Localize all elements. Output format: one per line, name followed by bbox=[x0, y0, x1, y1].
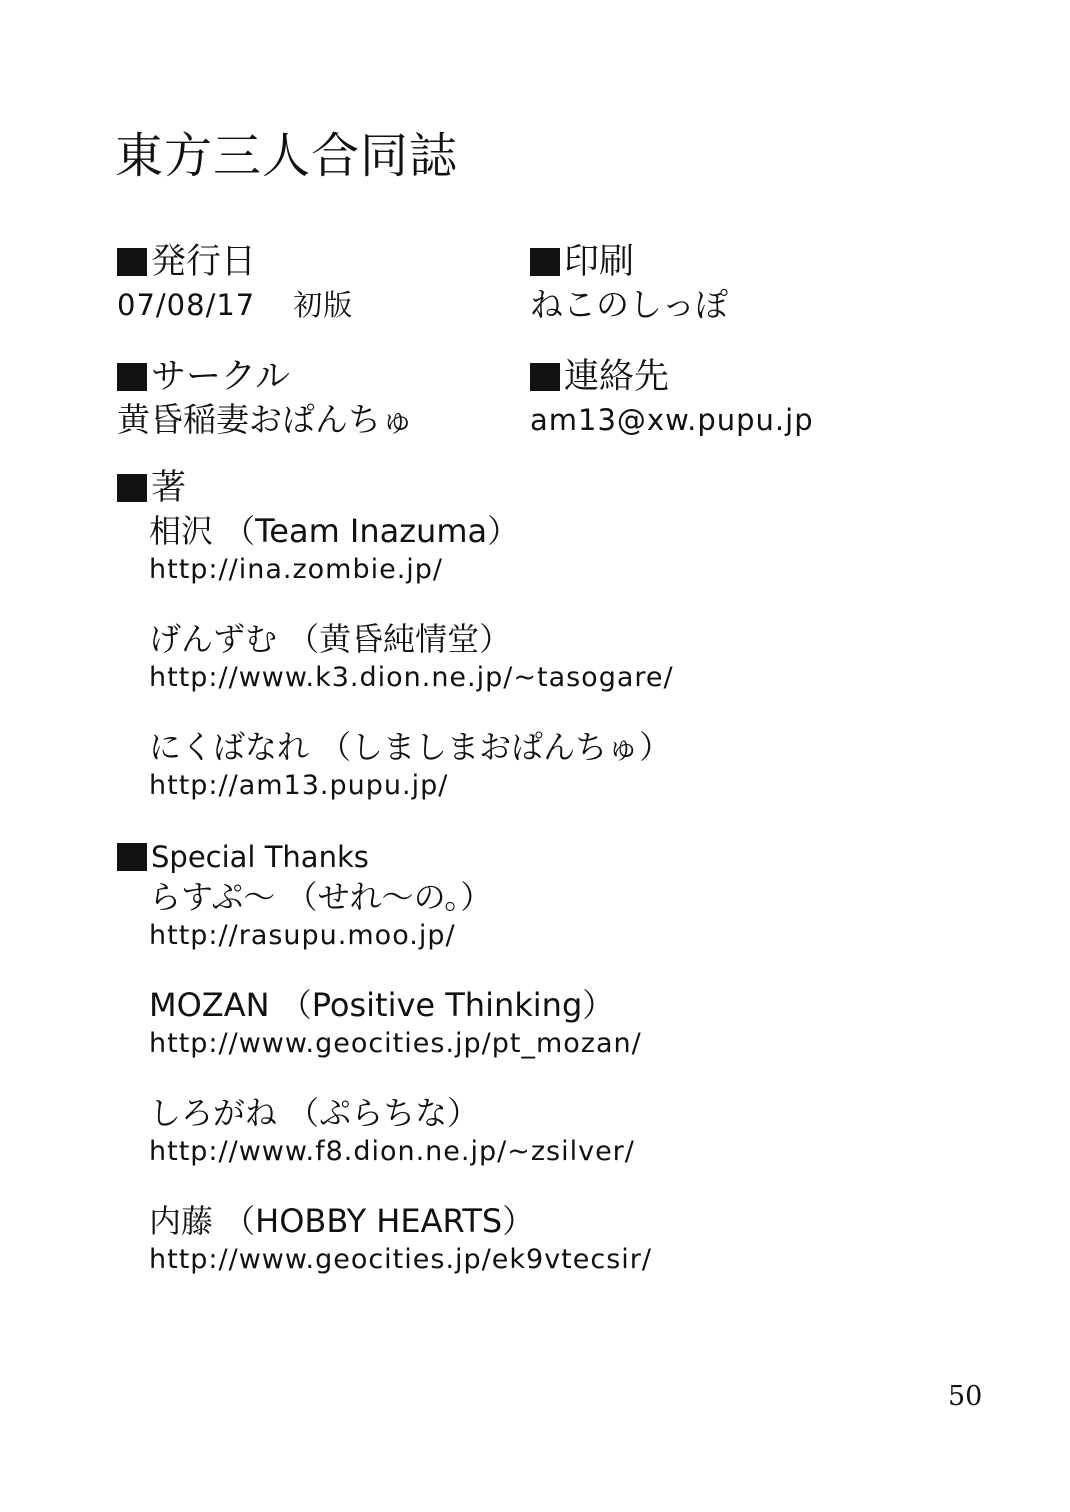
author-url: http://ina.zombie.jp/ bbox=[149, 554, 444, 585]
authors-heading-label: 著 bbox=[151, 468, 187, 508]
circle-block bbox=[117, 355, 414, 441]
thanks-entry bbox=[149, 984, 652, 1062]
thanks-name: しろがね （ぷらちな） bbox=[149, 1094, 480, 1132]
author-entry bbox=[149, 510, 674, 588]
thanks-name: らすぷ～ （せれ～の。） bbox=[149, 878, 493, 916]
author-entry bbox=[149, 726, 674, 804]
square-bullet-icon bbox=[117, 474, 147, 502]
thanks-heading-label: Special Thanks bbox=[151, 840, 369, 874]
square-bullet-icon bbox=[530, 248, 560, 276]
printer-heading-label: 印刷 bbox=[564, 242, 635, 282]
author-url: http://www.k3.dion.ne.jp/~tasogare/ bbox=[149, 662, 674, 693]
contact-heading-label: 連絡先 bbox=[564, 357, 670, 397]
thanks-entry bbox=[149, 876, 652, 954]
thanks-name: MOZAN （Positive Thinking） bbox=[149, 986, 615, 1024]
square-bullet-icon bbox=[117, 248, 147, 276]
thanks-url: http://rasupu.moo.jp/ bbox=[149, 920, 456, 951]
circle-heading-label: サークル bbox=[151, 357, 290, 397]
thanks-block bbox=[117, 838, 652, 1278]
publish-heading-label: 発行日 bbox=[151, 242, 257, 282]
publish-heading bbox=[117, 240, 353, 284]
publish-date: 07/08/17 bbox=[117, 288, 256, 322]
contact-email: am13@xw.pupu.jp bbox=[530, 403, 814, 437]
page-number: 50 bbox=[948, 1381, 983, 1412]
author-name: にくばなれ （しましまおぱんちゅ） bbox=[149, 728, 672, 766]
circle-heading bbox=[117, 355, 414, 399]
publish-value bbox=[117, 284, 353, 326]
square-bullet-icon bbox=[117, 363, 147, 391]
thanks-heading bbox=[117, 838, 652, 876]
contact-heading bbox=[530, 355, 814, 399]
contact-block bbox=[530, 355, 814, 441]
thanks-entry bbox=[149, 1092, 652, 1170]
circle-name: 黄昏稲妻おぱんちゅ bbox=[117, 400, 414, 439]
author-url: http://am13.pupu.jp/ bbox=[149, 770, 449, 801]
author-name: 相沢 （Team Inazuma） bbox=[149, 512, 520, 550]
printer-heading bbox=[530, 240, 728, 284]
page-title: 東方三人合同誌 bbox=[115, 128, 459, 184]
thanks-url: http://www.geocities.jp/ek9vtecsir/ bbox=[149, 1244, 652, 1275]
printer-block bbox=[530, 240, 728, 326]
authors-block bbox=[117, 466, 674, 804]
author-entry bbox=[149, 618, 674, 696]
square-bullet-icon bbox=[530, 363, 560, 391]
publish-edition: 初版 bbox=[293, 288, 354, 322]
authors-heading bbox=[117, 466, 674, 510]
thanks-url: http://www.geocities.jp/pt_mozan/ bbox=[149, 1028, 642, 1059]
thanks-name: 内藤 （HOBBY HEARTS） bbox=[149, 1202, 535, 1240]
publish-date-block bbox=[117, 240, 353, 326]
thanks-entry bbox=[149, 1200, 652, 1278]
author-name: げんずむ （黄昏純情堂） bbox=[149, 620, 512, 658]
thanks-url: http://www.f8.dion.ne.jp/~zsilver/ bbox=[149, 1136, 635, 1167]
printer-name: ねこのしっぽ bbox=[530, 285, 728, 324]
square-bullet-icon bbox=[117, 843, 147, 871]
